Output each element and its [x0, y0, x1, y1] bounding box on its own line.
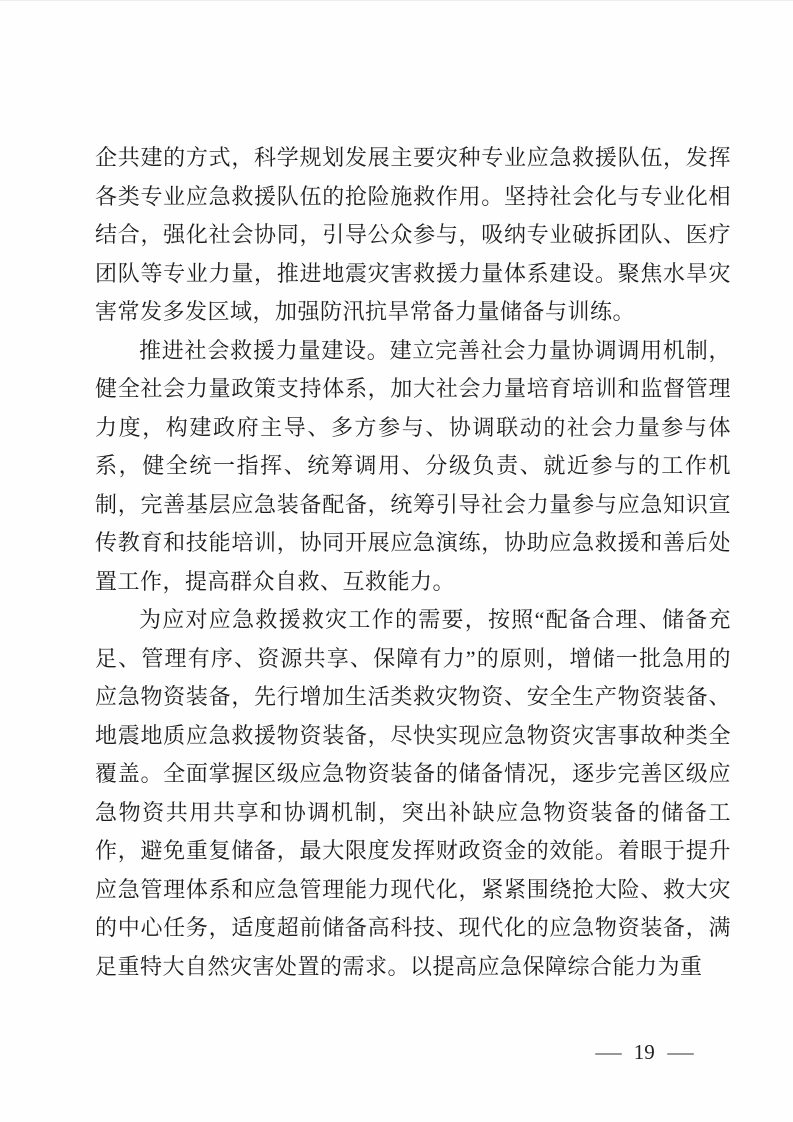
page-number-dash-right: — — [667, 1040, 694, 1064]
paragraph-social-rescue-forces: 推进社会救援力量建设。建立完善社会力量协调调用机制，健全社会力量政策支持体系，加大社会力量培育培训和监督管理力度，构建政府主导、多方参与、协调联动的社会力量参与体系，健全统一指挥、统筹调用、分级负责、就近参与的工作机制，完善基层应急装备配备，统筹引导社会力量参与应急知识宣传教育和技能培训，协同开展应急演练，协助应急救援和善后处置工作，提高群众自救、互救能力。 — [95, 337, 731, 594]
page-number — [592, 1037, 698, 1067]
paragraph-emergency-supplies: 为应对应急救援救灾工作的需要，按照“配备合理、储备充足、管理有序、资源共享、保障有力”的原则，增储一批急用的应急物资装备，先行增加生活类救灾物资、安全生产物资装备、地震地质应急救援物资装备，尽快实现应急物资灾害事故种类全覆盖。全面掌握区级应急物资装备的储备情况，逐步完善区级应急物资共用共享和协调机制，突出补缺应急物资装备的储备工作，避免重复储备，最大限度发挥财政资金的效能。着眼于提升应急管理体系和应急管理能力现代化，紧紧围绕抢大险、救大灾的中心任务，适度超前储备高科技、现代化的应急物资装备，满足重特大自然灾害处置的需求。以提高应急保障综合能力为重 — [95, 607, 731, 979]
paragraph-continuation: 企共建的方式，科学规划发展主要灾种专业应急救援队伍，发挥各类专业应急救援队伍的抢险施救作用。坚持社会化与专业化相结合，强化社会协同，引导公众参与，吸纳专业破拆团队、医疗团队等专业力量，推进地震灾害救援力量体系建设。聚焦水旱灾害常发多发区域，加强防汛抗旱常备力量储备与训练。 — [95, 145, 731, 324]
document-body — [95, 139, 731, 986]
page-number-dash-left: — — [594, 1040, 622, 1064]
page-number-value: 19 — [633, 1040, 655, 1064]
